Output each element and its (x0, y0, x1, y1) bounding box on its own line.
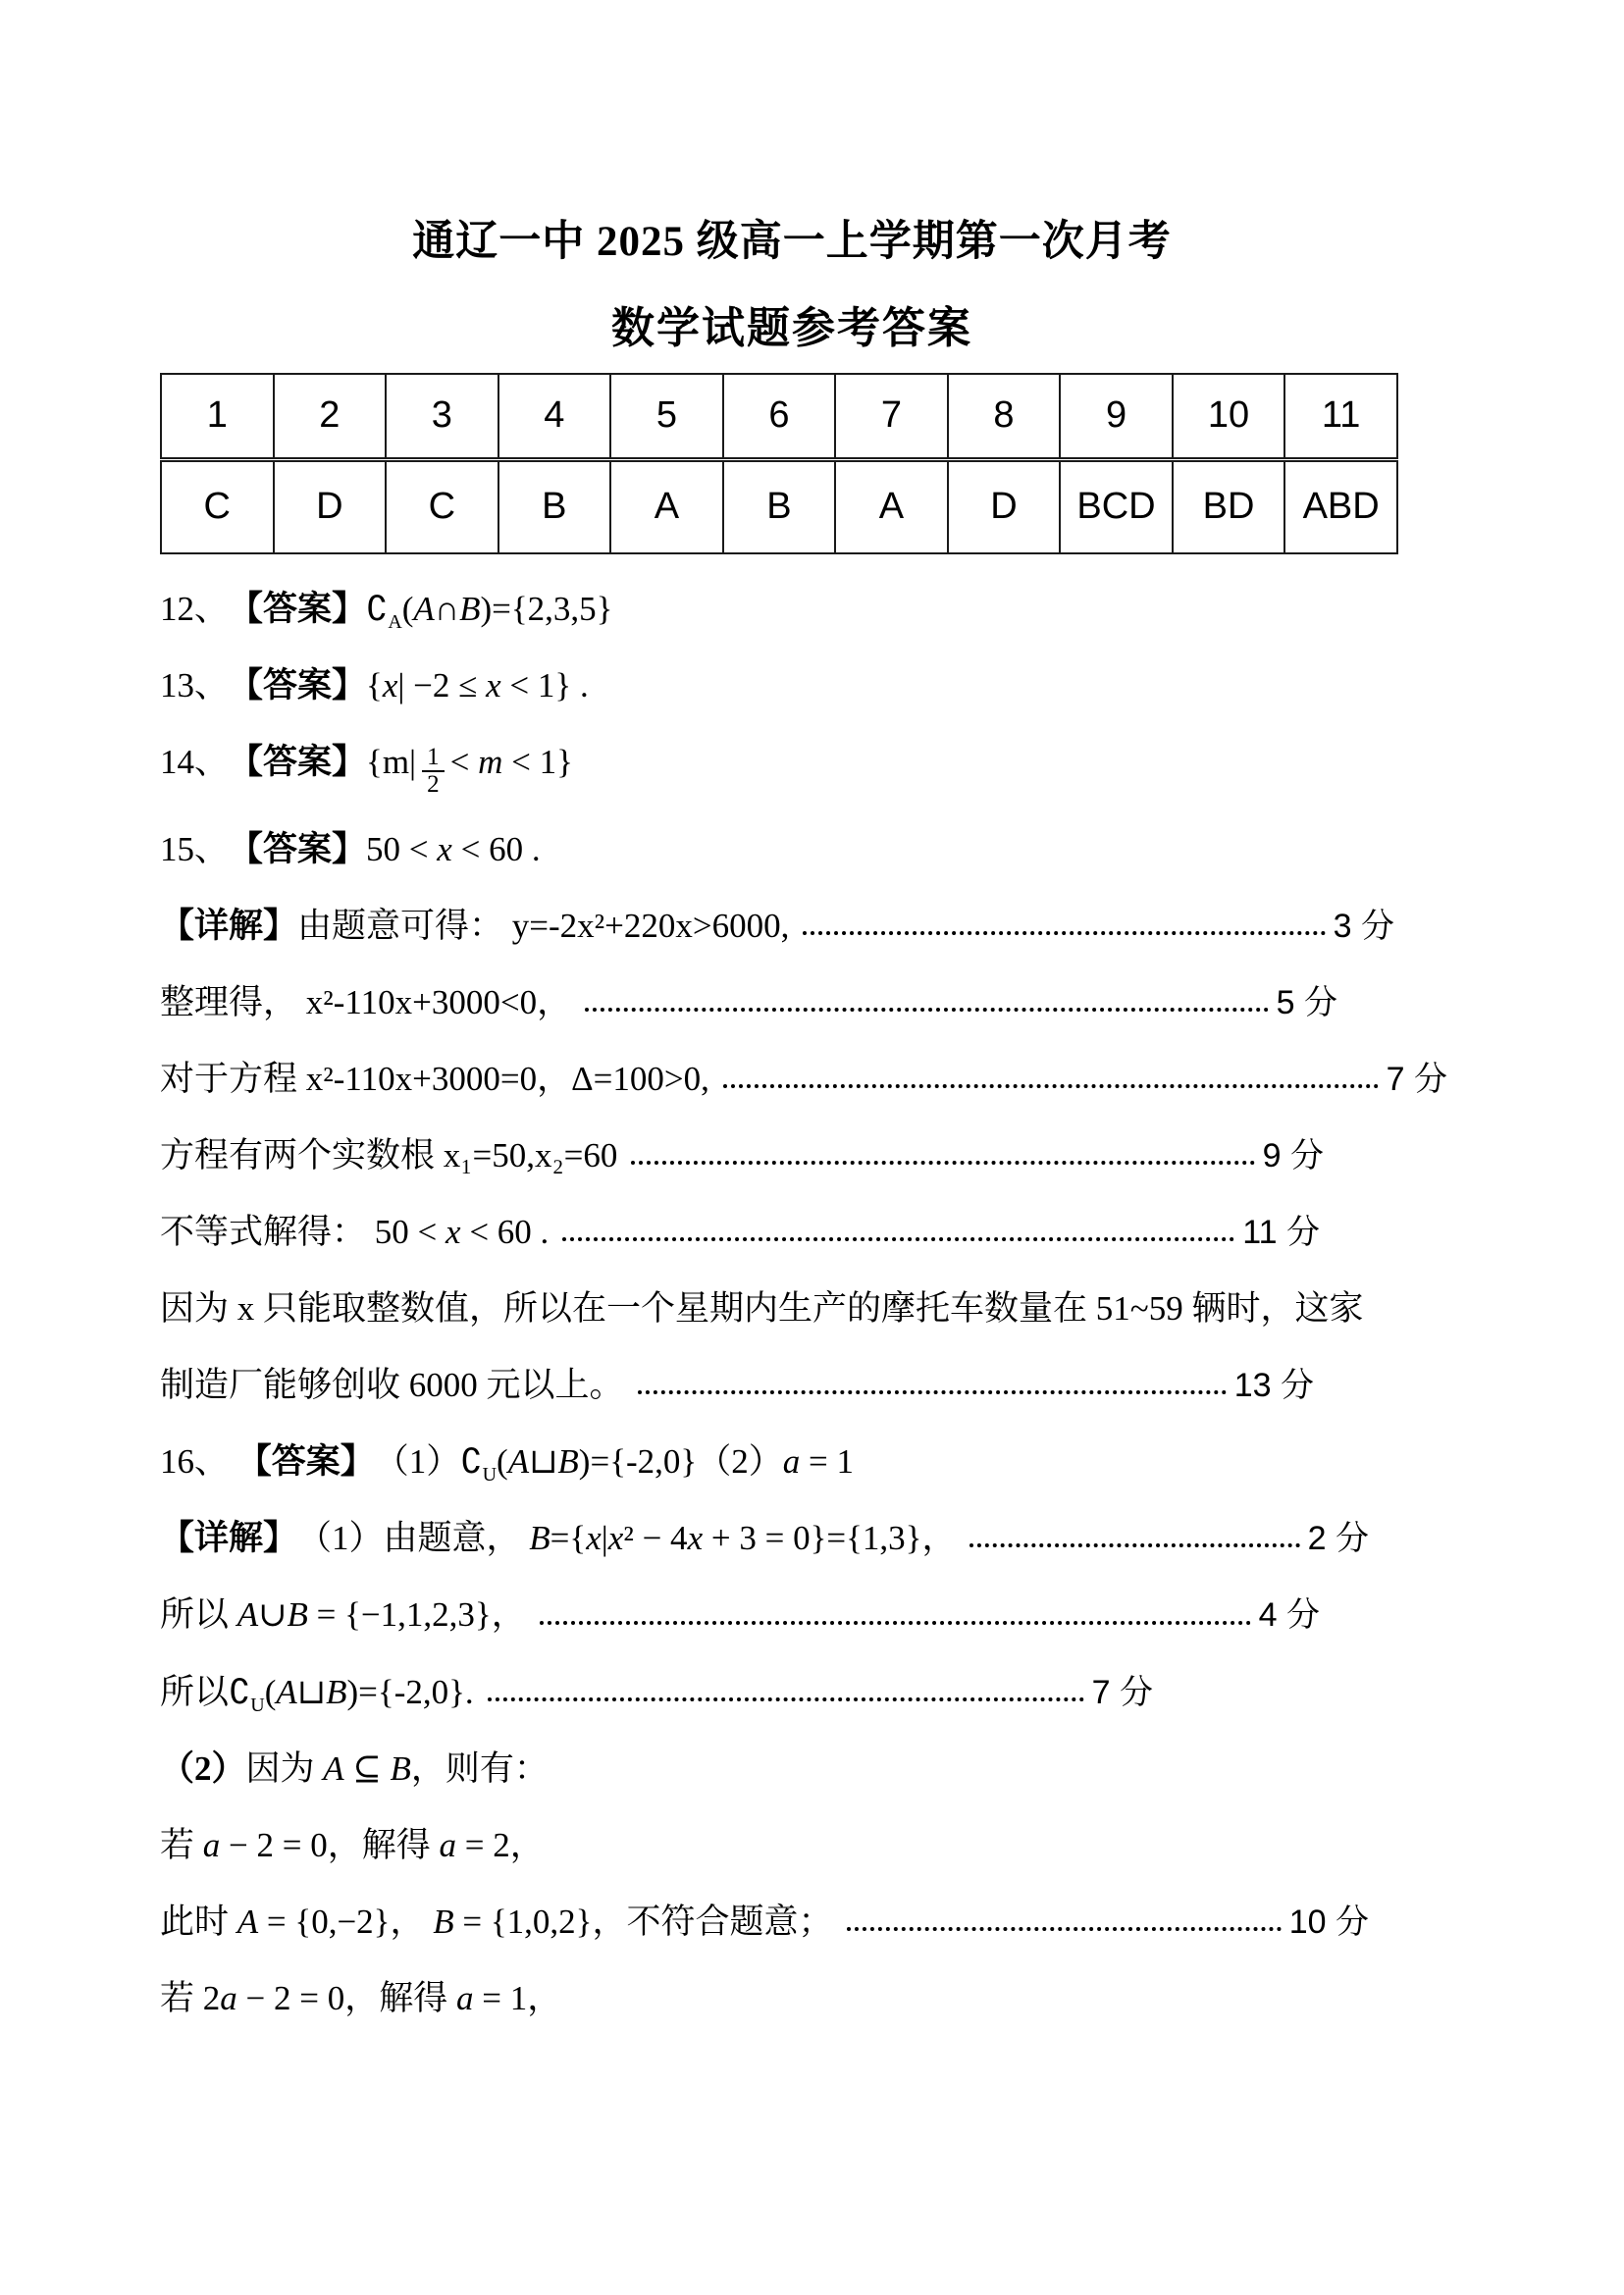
score-label: 3 分 (1333, 907, 1394, 945)
math-run: = {−1,1,2,3}， (307, 1595, 526, 1635)
score-label: 2 分 (1307, 1520, 1369, 1558)
line-d15-5 (160, 1211, 1320, 1254)
text-run: ，则有： (410, 1748, 549, 1788)
dotted-leader (723, 1084, 1379, 1088)
dotted-leader (847, 1927, 1282, 1931)
math-run: x (486, 665, 501, 704)
text-run: ，解得 (327, 1825, 440, 1864)
math-run: = 2 (456, 1825, 510, 1864)
text-run: 不等式解得： (160, 1212, 375, 1251)
fraction-denominator: 2 (427, 771, 440, 799)
score-label: 5 分 (1276, 983, 1337, 1021)
page-title: 通辽一中 2025 级高一上学期第一次月考 (412, 219, 1172, 265)
math-run: A (413, 589, 435, 628)
answer-number-cell: 2 (274, 374, 387, 460)
math-run: B (529, 1519, 550, 1558)
score-label: 7 分 (1386, 1060, 1447, 1098)
math-run: B (557, 1442, 579, 1482)
answer-number-cell: 10 (1173, 374, 1285, 460)
text-run: 整理得， (160, 982, 306, 1021)
math-run: ⊔ (529, 1442, 558, 1482)
math-run: ( (264, 1672, 277, 1711)
math-run: A (236, 1595, 259, 1635)
answer-letter-cell: C (386, 459, 498, 553)
text-run: 方程有两个实数根 (160, 1135, 444, 1174)
math-run: a (782, 1442, 801, 1482)
math-run: { (366, 665, 383, 704)
math-run: + 3 = 0}={1,3}， (703, 1519, 957, 1558)
math-run: x (382, 665, 398, 704)
answer-number-cell: 1 (161, 374, 274, 460)
math-run: = {0,−2} (258, 1902, 391, 1941)
text-run: （1）由题意， (297, 1519, 530, 1558)
math-run: = 1 (800, 1442, 854, 1482)
answer-table-row-ans (161, 459, 1397, 553)
math-run: x (687, 1519, 704, 1558)
math-run: a (202, 1825, 221, 1864)
answer-number-cell: 4 (498, 374, 611, 460)
dotted-leader (488, 1697, 1084, 1701)
text-run: ，不符合题意； (592, 1902, 833, 1941)
text-run: 制造厂能够创收 6000 元以上。 (160, 1366, 624, 1405)
line-d16-1 (160, 1517, 1369, 1560)
subscript: U (482, 1464, 498, 1487)
answer-letter-cell: D (274, 459, 387, 553)
line-d15-7 (160, 1364, 1314, 1407)
math-run: < 60 . (451, 829, 541, 868)
score-label: 4 分 (1258, 1596, 1320, 1635)
math-run: B (287, 1595, 308, 1635)
dotted-leader (631, 1161, 1254, 1165)
answer-number-cell: 3 (386, 374, 498, 460)
document-content (160, 218, 1447, 2020)
text-run: ， (527, 1978, 562, 2017)
math-run: ( (401, 589, 414, 628)
section-tag: 【详解】 (160, 1519, 298, 1558)
math-run: a (220, 1978, 237, 2017)
section-tag: 【详解】 (160, 906, 298, 945)
math-run: A (323, 1748, 344, 1788)
math-run: 50 < (366, 829, 438, 868)
line-d16-4 (160, 1747, 1424, 1791)
math-run: = {1,0,2} (453, 1902, 593, 1941)
math-run: ∪ (258, 1595, 288, 1635)
dotted-leader (562, 1237, 1234, 1241)
line-d15-1 (160, 905, 1394, 948)
line-d15-4 (160, 1134, 1324, 1177)
dotted-leader (540, 1621, 1251, 1625)
math-run: ( (497, 1442, 508, 1482)
text-run: 12、 (160, 589, 230, 628)
dotted-leader (638, 1390, 1227, 1394)
subscript: A (388, 610, 402, 633)
math-run: | (601, 1519, 608, 1558)
line-d16-6 (160, 1901, 1369, 1944)
answer-table-body (161, 374, 1397, 553)
math-run: A (236, 1902, 259, 1941)
math-run: )={-2,0} (578, 1442, 698, 1482)
line-q14 (160, 741, 1424, 799)
math-run: x (607, 1519, 624, 1558)
math-run: ∩ (434, 589, 460, 628)
line-d16-3 (160, 1671, 1153, 1714)
math-run: B (390, 1748, 411, 1788)
answer-letter-cell: D (948, 459, 1061, 553)
line-d16-5 (160, 1824, 1424, 1867)
text-run: 15、 (160, 829, 230, 868)
text-run: 此时 (160, 1902, 237, 1941)
math-run: | −2 ≤ (397, 665, 487, 704)
line-q15 (160, 828, 1424, 871)
score-label: 11 分 (1242, 1213, 1320, 1251)
line-d16-2 (160, 1593, 1320, 1637)
section-tag: 【答案】 (229, 665, 367, 704)
answer-letter-cell: A (835, 459, 948, 553)
answer-number-cell: 6 (723, 374, 836, 460)
text-run: 因为 x 只能取整数值，所以在一个星期内生产的摩托车数量在 51~59 辆时，这家 (160, 1289, 1364, 1329)
text-run: 13、 (160, 665, 230, 704)
math-run: a (456, 1978, 474, 2017)
text-run: ， (390, 1902, 434, 1941)
math-run: ={ (550, 1519, 587, 1558)
answer-letter-cell: BCD (1060, 459, 1173, 553)
line-d15-6 (160, 1287, 1424, 1330)
math-run: x²-110x+3000<0， (305, 982, 572, 1021)
math-run: ⊆ (343, 1748, 391, 1788)
math-run: < 1} (502, 743, 573, 782)
text-run: 所以 (160, 1595, 237, 1635)
score-label: 7 分 (1091, 1673, 1153, 1711)
math-run: A (276, 1672, 297, 1711)
math-run: < 60 . (460, 1212, 550, 1251)
math-run: ∁ (460, 1442, 483, 1482)
line-q16 (160, 1440, 1424, 1487)
solution-lines (160, 588, 1447, 2020)
answer-letter-cell: B (498, 459, 611, 553)
math-run: ∁ (229, 1672, 251, 1711)
section-tag: 【答案】 (229, 743, 367, 782)
answer-letter-cell: A (610, 459, 723, 553)
dotted-leader (803, 931, 1325, 935)
math-run: 50 < (374, 1212, 446, 1251)
line-d15-2 (160, 981, 1337, 1024)
section-tag: 【答案】 (236, 1442, 375, 1482)
dotted-leader (585, 1008, 1269, 1012)
text-run: （1） (374, 1442, 461, 1482)
text-run: 由题意可得： (297, 906, 512, 945)
math-run: x²-110x+3000=0，Δ=100>0, (305, 1059, 709, 1098)
answer-number-cell: 7 (835, 374, 948, 460)
score-label: 10 分 (1288, 1903, 1369, 1941)
math-run: )={2,3,5} (480, 589, 613, 628)
text-run: （2） (160, 1748, 246, 1788)
answer-letter-cell: ABD (1284, 459, 1397, 553)
math-run: x (586, 1519, 602, 1558)
text-run: 若 2 (160, 1978, 221, 2017)
answer-number-cell: 9 (1060, 374, 1173, 460)
line-q13 (160, 664, 1424, 707)
math-run: y=-2x²+220x>6000, (511, 906, 790, 945)
math-run: )={-2,0}. (346, 1672, 474, 1711)
answer-letter-cell: C (161, 459, 274, 553)
answer-number-cell: 11 (1284, 374, 1397, 460)
text-run: 所以 (160, 1672, 230, 1711)
math-run: a (439, 1825, 457, 1864)
text-run: 对于方程 (160, 1059, 306, 1098)
text-run: 因为 (245, 1748, 324, 1788)
text-run: ， (509, 1825, 545, 1864)
answer-number-cell: 8 (948, 374, 1061, 460)
math-run: − 2 = 0 (220, 1825, 328, 1864)
math-run: = 1 (473, 1978, 528, 2017)
page-subtitle: 数学试题参考答案 (611, 304, 972, 353)
math-run: B (459, 589, 481, 628)
math-run: ² − 4 (623, 1519, 688, 1558)
math-run: x₁=50,x₂=60 (443, 1135, 618, 1174)
line-d15-3 (160, 1058, 1447, 1101)
answer-letter-cell: B (723, 459, 836, 553)
fraction-numerator: 1 (422, 745, 445, 772)
section-tag: 【答案】 (229, 829, 367, 868)
answer-table (160, 373, 1398, 554)
score-label: 13 分 (1233, 1367, 1314, 1405)
math-run: x (437, 829, 452, 868)
math-run: ∁ (366, 589, 389, 628)
math-run: − 2 = 0 (236, 1978, 345, 2017)
math-run: {m| (366, 743, 417, 782)
math-run: x (445, 1212, 461, 1251)
subscript: U (250, 1694, 265, 1716)
text-run: 若 (160, 1825, 203, 1864)
line-d16-7 (160, 1977, 1424, 2020)
text-run: （2） (697, 1442, 783, 1482)
math-run: ⊔ (296, 1672, 327, 1711)
answer-number-cell: 5 (610, 374, 723, 460)
score-label: 9 分 (1262, 1136, 1324, 1174)
answer-table-row-num (161, 374, 1397, 460)
math-run: < (449, 743, 479, 782)
dotted-leader (969, 1543, 1299, 1547)
math-run: B (326, 1672, 347, 1711)
section-tag: 【答案】 (229, 589, 367, 628)
line-q12 (160, 588, 1424, 631)
math-run: A (507, 1442, 530, 1482)
fraction (422, 745, 445, 799)
math-run: B (433, 1902, 454, 1941)
math-run: < 1} . (500, 665, 589, 704)
answer-letter-cell: BD (1173, 459, 1285, 553)
text-run: ，解得 (344, 1978, 457, 2017)
math-run: m (478, 743, 503, 782)
text-run: 16、 (160, 1442, 237, 1482)
text-run: 14、 (160, 743, 230, 782)
